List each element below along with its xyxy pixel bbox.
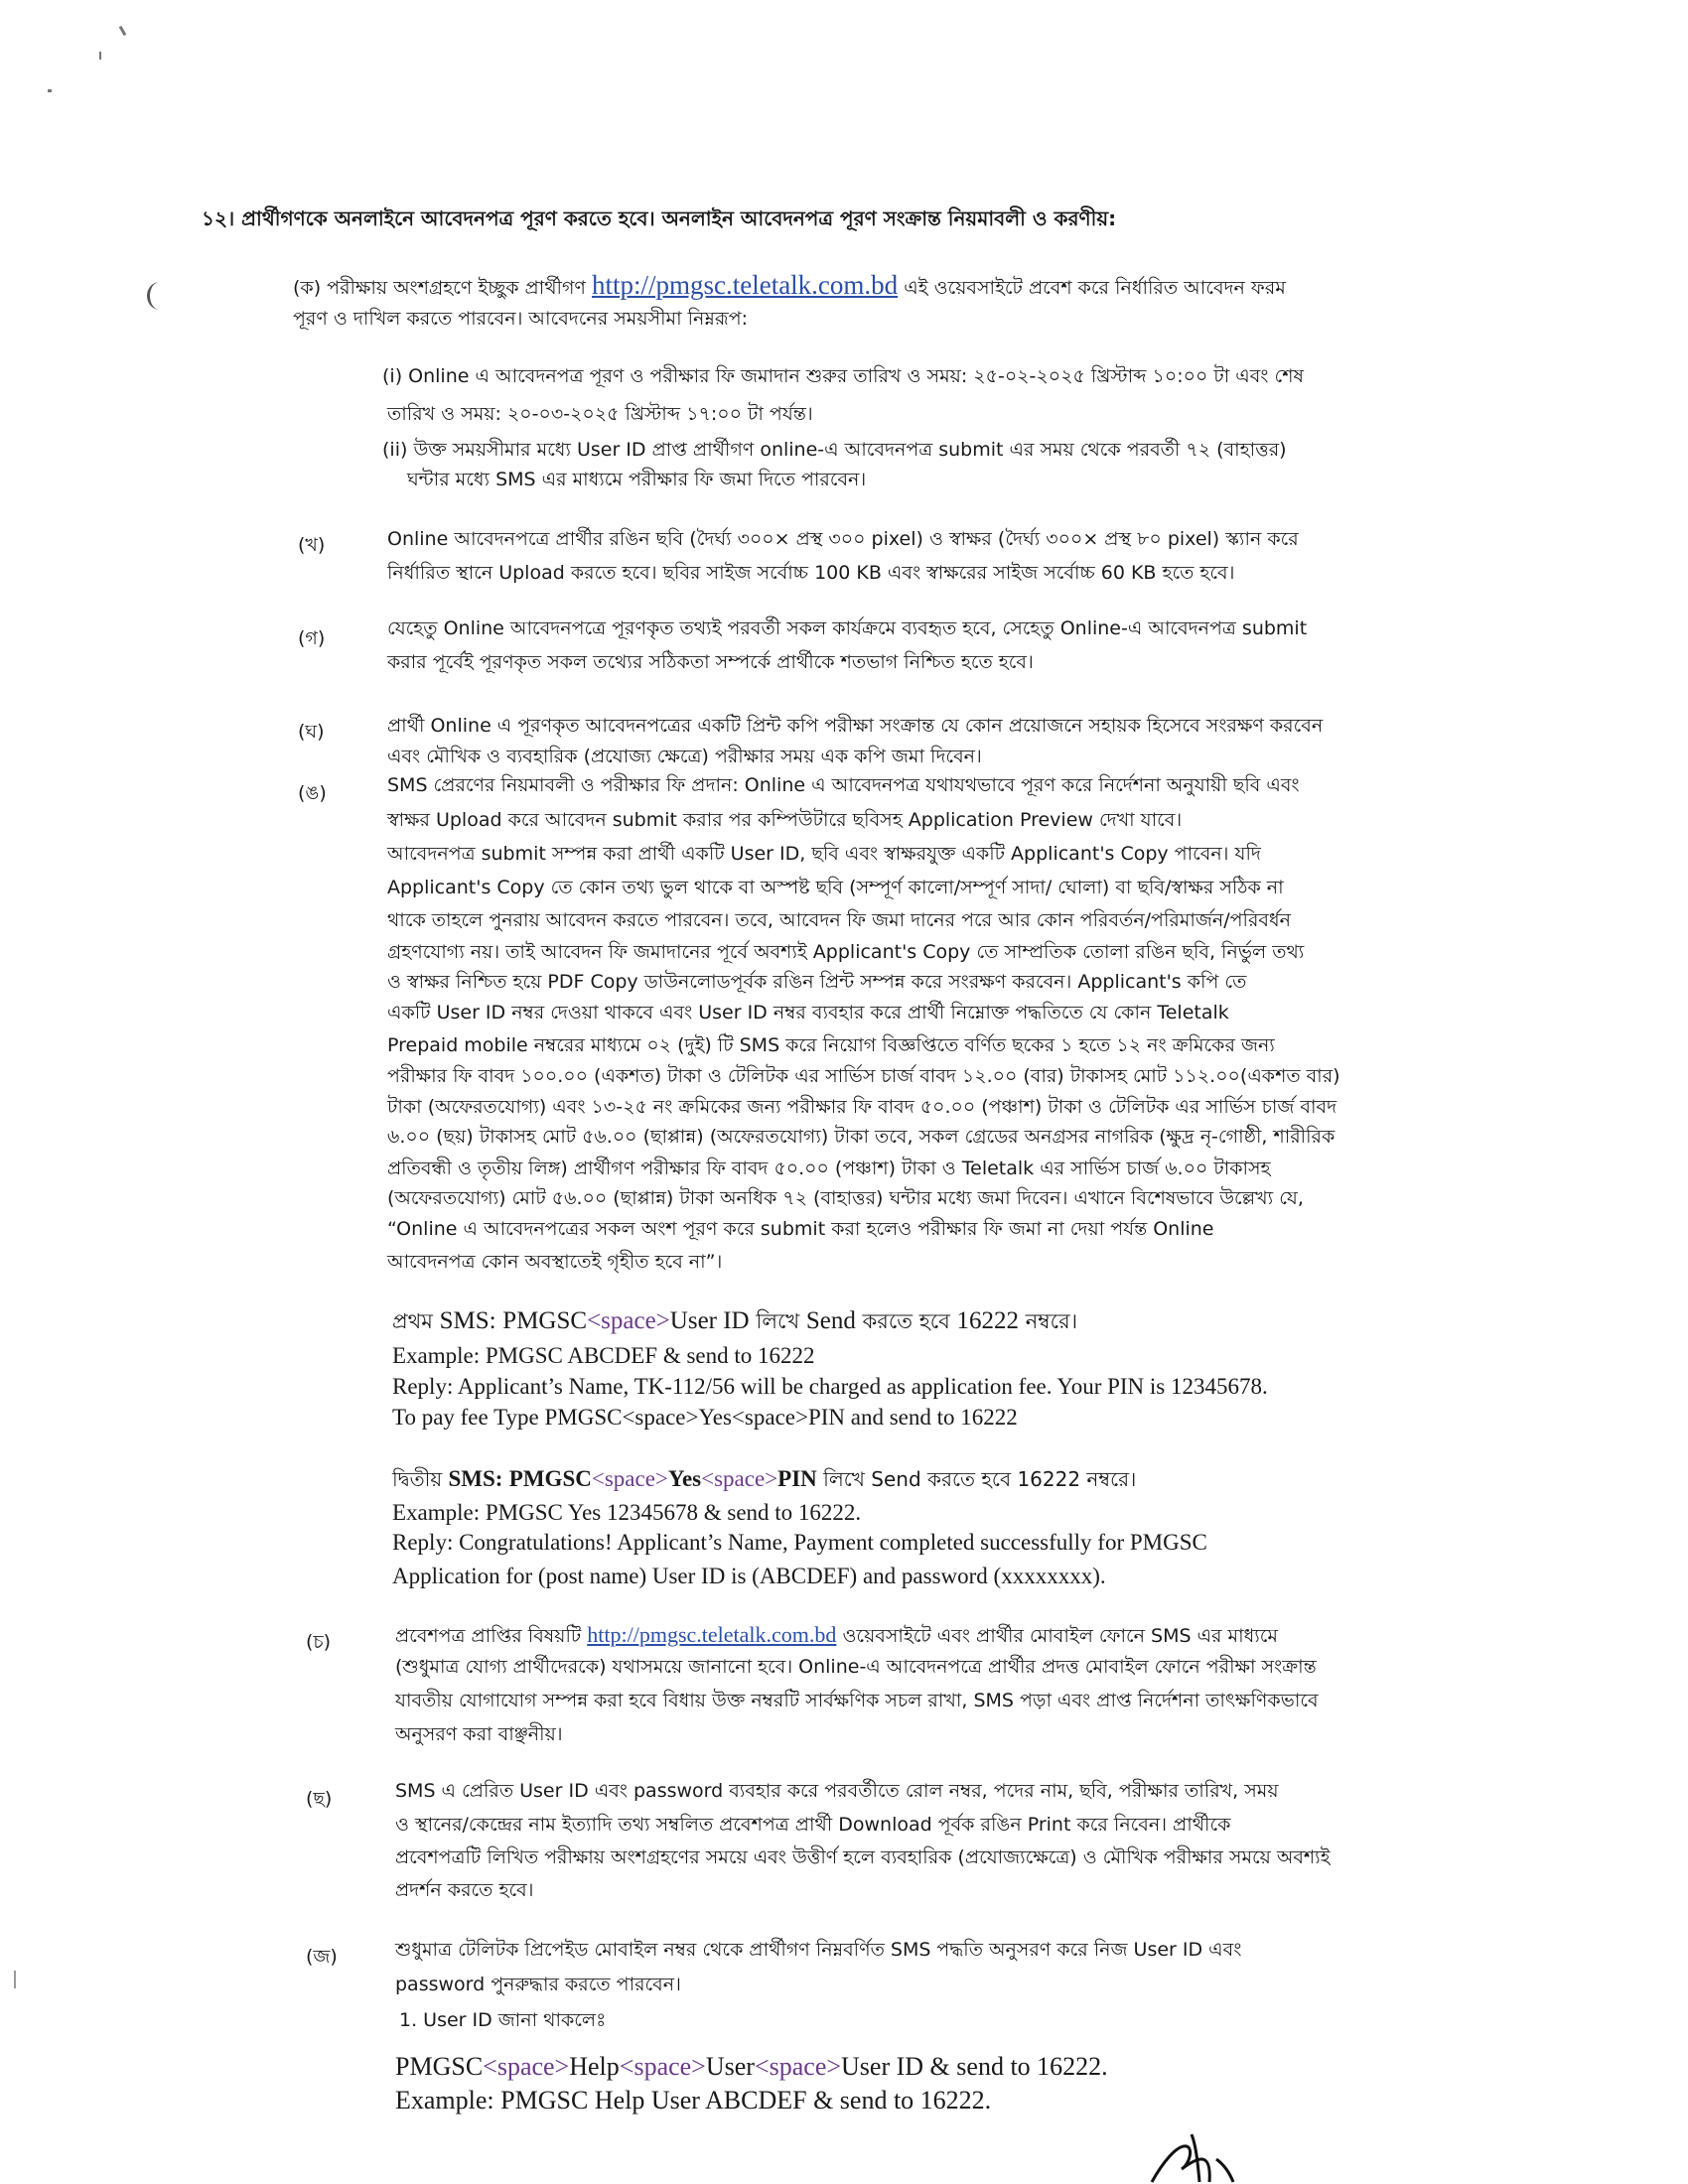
umo-line: গ্রহণযোগ্য নয়। তাই আবেদন ফি জমাদানের পূর্বে অবশ্যই Applicant's Copy তে সাম্প্রতিক তোলা রঙিন ছবি, নির্ভুল তথ্য xyxy=(387,941,1305,963)
umo-line: আবেদনপত্র submit সম্পন্ন করা প্রার্থী একটি User ID, ছবি এবং স্বাক্ষরযুক্ত একটি Applicant's Copy পাবেন। যদি xyxy=(387,843,1261,865)
ka-label: (ক) xyxy=(293,277,322,299)
umo-line: SMS প্রেরণের নিয়মাবলী ও পরীক্ষার ফি প্রদান: Online এ আবেদনপত্র যথাযথভাবে পূরণ করে নির্দেশনা অনুযায়ী ছবি এবং xyxy=(387,774,1300,796)
sms2-example: Example: PMGSC Yes 12345678 & send to 16222. xyxy=(392,1500,862,1525)
ja-label: (জ) xyxy=(306,1946,338,1968)
sms1-reply: Reply: Applicant’s Name, TK-112/56 will be charged as application fee. Your PIN is 12345678. xyxy=(392,1374,1268,1399)
space-placeholder: <space> xyxy=(701,1466,778,1491)
chha-line-3: প্রবেশপত্রটি লিখিত পরীক্ষায় অংশগ্রহণের সময়ে এবং উত্তীর্ণ হলে ব্যবহারিক (প্রযোজ্যক্ষেত্রে) ও মৌখিক পরীক্ষার সময়ে অবশ্যই xyxy=(395,1846,1331,1868)
ja-command: PMGSC<space>Help<space>User<space>User ID & send to 16222. xyxy=(395,2052,1108,2081)
umo-line: Prepaid mobile নম্বরের মাধ্যমে ০২ (দুই) টি SMS করে নিয়োগ বিজ্ঞপ্তিতে বর্ণিত ছকের ১ হতে ১২ নং ক্রমিকের জন্য xyxy=(387,1034,1275,1056)
scan-speck xyxy=(99,52,101,60)
signature xyxy=(1132,2124,1251,2184)
umo-line: পরীক্ষার ফি বাবদ ১০০.০০ (একশত) টাকা ও টেলিটক এর সার্ভিস চার্জ বাবদ ১২.০০ (বার) টাকাসহ মোট ১১২.০০(একশত বার) xyxy=(387,1065,1340,1087)
chha-line-1: SMS এ প্রেরিত User ID এবং password ব্যবহার করে পরবর্তীতে রোল নম্বর, পদের নাম, ছবি, পরীক্ষার তারিখ, সময় xyxy=(395,1780,1279,1802)
sms1-topay: To pay fee Type PMGSC<space>Yes<space>PIN and send to 16222 xyxy=(392,1405,1018,1430)
kha-line-2: নির্ধারিত স্থানে Upload করতে হবে। ছবির সাইজ সর্বোচ্চ 100 KB এবং স্বাক্ষরের সাইজ সর্বোচ্চ 60 KB হতে হবে। xyxy=(387,562,1235,584)
umo-line: (অফেরতযোগ্য) মোট ৫৬.০০ (ছাপ্পান্ন) টাকা অনধিক ৭২ (বাহাত্তর) ঘন্টার মধ্যে জমা দিবেন। এখানে বিশেষভাবে উল্লেখ্য যে, xyxy=(387,1187,1304,1209)
umo-line: ও স্বাক্ষর নিশ্চিত হয়ে PDF Copy ডাউনলোডপূর্বক রঙিন প্রিন্ট সম্পন্ন করে সংরক্ষণ করবেন। Applicant's কপি তে xyxy=(387,971,1247,993)
space-placeholder: <space> xyxy=(483,2052,570,2081)
sms1-example: Example: PMGSC ABCDEF & send to 16222 xyxy=(392,1343,815,1368)
ga-line-1: যেহেতু Online আবেদনপত্রে পূরণকৃত তথ্যই পরবর্তী সকল কার্যক্রমে ব্যবহৃত হবে, সেহেতু Online-এ আবেদনপত্র submit xyxy=(387,617,1308,639)
umo-line: টাকা (অফেরতযোগ্য) এবং ১৩-২৫ নং ক্রমিকের জন্য পরীক্ষার ফি বাবদ ৫০.০০ (পঞ্চাশ) টাকা ও টেলিটক এর সার্ভিস চার্জ বাবদ xyxy=(387,1096,1337,1118)
umo-line: ৬.০০ (ছয়) টাকাসহ মোট ৫৬.০০ (ছাপ্পান্ন) (অফেরতযোগ্য) টাকা তবে, সকল গ্রেডের অনগ্রসর নাগরিক (ক্ষুদ্র নৃ-গোষ্ঠী, শারীরিক xyxy=(387,1126,1336,1148)
sms1-line: প্রথম SMS: PMGSC<space>User ID লিখে Send করতে হবে 16222 নম্বরে। xyxy=(392,1307,1078,1334)
ja-item-1: 1. User ID জানা থাকলেঃ xyxy=(399,2009,607,2031)
ga-line-2: করার পূর্বেই পূরণকৃত সকল তথ্যের সঠিকতা সম্পর্কে প্রার্থীকে শতভাগ নিশ্চিত হতে হবে। xyxy=(387,651,1034,673)
umo-line: একটি User ID নম্বর দেওয়া থাকবে এবং User ID নম্বর ব্যবহার করে প্রার্থী নিম্নোক্ত পদ্ধতিতে যে কোন Teletalk xyxy=(387,1002,1229,1024)
ja-line-1: শুধুমাত্র টেলিটক প্রিপেইড মোবাইল নম্বর থেকে প্রার্থীগণ নিম্নবর্ণিত SMS পদ্ধতি অনুসরণ করে নিজ User ID এবং xyxy=(395,1939,1242,1961)
cha-line-3: যাবতীয় যোগাযোগ সম্পন্ন করা হবে বিধায় উক্ত নম্বরটি সার্বক্ষণিক সচল রাখা, SMS পড়া এবং প্রাপ্ত নির্দেশনা তাৎক্ষণিকভাবে xyxy=(395,1690,1319,1711)
section-heading xyxy=(202,208,1116,228)
ka-i-line-1: (i) Online এ আবেদনপত্র পূরণ ও পরীক্ষার ফি জমাদান শুরুর তারিখ ও সময়: ২৫-০২-২০২৫ খ্রিস্টাব্দ ১০:০০ টা এবং শেষ xyxy=(382,365,1304,387)
chha-line-2: ও স্থানের/কেন্দ্রের নাম ইত্যাদি তথ্য সম্বলিত প্রবেশপত্র প্রার্থী Download পূর্বক রঙিন Print করে নিবেন। প্রার্থীকে xyxy=(395,1814,1231,1836)
section-title: প্রার্থীগণকে অনলাইনে আবেদনপত্র পূরণ করতে হবে। অনলাইন আবেদনপত্র পূরণ সংক্রান্ত নিয়মাবলী ও করণীয়: xyxy=(241,206,1117,230)
umo-label: (ঙ) xyxy=(298,782,327,804)
ka-line-2: পূরণ ও দাখিল করতে পারবেন। আবেদনের সময়সীমা নিম্নরূপ: xyxy=(293,308,749,330)
umo-line: স্বাক্ষর Upload করে আবেদন submit করার পর কম্পিউটারে ছবিসহ Application Preview দেখা যাবে। xyxy=(387,809,1183,831)
space-placeholder: <space> xyxy=(587,1307,670,1334)
gha-label: (ঘ) xyxy=(298,721,325,743)
scan-speck xyxy=(119,26,127,36)
space-placeholder: <space> xyxy=(619,2052,706,2081)
space-placeholder: <space> xyxy=(591,1466,668,1491)
gha-line-1: প্রার্থী Online এ পূরণকৃত আবেদনপত্রের একটি প্রিন্ট কপি পরীক্ষা সংক্রান্ত যে কোন প্রয়োজনে সহায়ক হিসেবে সংরক্ষণ করবেন xyxy=(387,715,1324,737)
sms2-reply-1: Reply: Congratulations! Applicant’s Name, Payment completed successfully for PMGSC xyxy=(392,1530,1207,1555)
space-placeholder: <space> xyxy=(754,2052,842,2081)
ka-line-1: (ক) পরীক্ষায় অংশগ্রহণে ইচ্ছুক প্রার্থীগণ http://pmgsc.teletalk.com.bd এই ওয়েবসাইটে প্রবেশ করে নির্ধারিত আবেদন ফরম xyxy=(293,270,1286,300)
kha-line-1: Online আবেদনপত্রে প্রার্থীর রঙিন ছবি (দৈর্ঘ্য ৩০০× প্রস্থ ৩০০ pixel) ও স্বাক্ষর (দৈর্ঘ্য ৩০০× প্রস্থ ৮০ pixel) স্ক্যান করে xyxy=(387,528,1299,550)
cha-line-1: প্রবেশপত্র প্রাপ্তির বিষয়টি http://pmgsc.teletalk.com.bd ওয়েবসাইটে এবং প্রার্থীর মোবাইল ফোনে SMS এর মাধ্যমে xyxy=(395,1622,1278,1647)
ka-ii-label: (ii) xyxy=(382,439,408,461)
gha-line-2: এবং মৌখিক ও ব্যবহারিক (প্রযোজ্য ক্ষেত্রে) পরীক্ষার সময় এক কপি জমা দিবেন। xyxy=(387,746,982,767)
ja-line-2: password পুনরুদ্ধার করতে পারবেন। xyxy=(395,1974,681,1995)
section-number: ১২। xyxy=(202,206,235,230)
umo-line: আবেদনপত্র কোন অবস্থাতেই গৃহীত হবে না”। xyxy=(387,1251,723,1273)
kha-label: (খ) xyxy=(298,534,326,556)
ga-label: (গ) xyxy=(298,627,326,649)
umo-line: থাকে তাহলে পুনরায় আবেদন করতে পারবেন। তবে, আবেদন ফি জমা দানের পরে আর কোন পরিবর্তন/পরিমার্জন/পরিবর্ধন xyxy=(387,909,1291,931)
ka-ii-line-2: ঘন্টার মধ্যে SMS এর মাধ্যমে পরীক্ষার ফি জমা দিতে পারবেন। xyxy=(407,469,867,490)
ka-i-line-2: তারিখ ও সময়: ২০-০৩-২০২৫ খ্রিস্টাব্দ ১৭:০০ টা পর্যন্ত। xyxy=(387,403,813,425)
scan-speck xyxy=(48,89,52,92)
website-link[interactable]: http://pmgsc.teletalk.com.bd xyxy=(587,1622,837,1647)
chha-line-4: প্রদর্শন করতে হবে। xyxy=(395,1879,534,1901)
ka-ii-line-1: (ii) উক্ত সময়সীমার মধ্যে User ID প্রাপ্ত প্রার্থীগণ online-এ আবেদনপত্র submit এর সময় থেকে পরবর্তী ৭২ (বাহাত্তর) xyxy=(382,439,1287,461)
scan-speck xyxy=(14,1971,16,1988)
cha-label: (চ) xyxy=(306,1631,332,1653)
chha-label: (ছ) xyxy=(306,1788,333,1810)
website-link[interactable]: http://pmgsc.teletalk.com.bd xyxy=(591,270,899,300)
cha-line-2: (শুধুমাত্র যোগ্য প্রার্থীদেরকে) যথাসময়ে জানানো হবে। Online-এ আবেদনপত্রে প্রার্থীর প্রদত্ত মোবাইল ফোনে পরীক্ষা সংক্রান্ত xyxy=(395,1656,1317,1678)
margin-mark xyxy=(147,282,172,310)
sms2-reply-2: Application for (post name) User ID is (ABCDEF) and password (xxxxxxxx). xyxy=(392,1564,1106,1588)
umo-line: Applicant's Copy তে কোন তথ্য ভুল থাকে বা অস্পষ্ট ছবি (সম্পূর্ণ কালো/সম্পূর্ণ সাদা/ ঘোলা) বা ছবি/স্বাক্ষর সঠিক না xyxy=(387,877,1284,898)
sms2-line: দ্বিতীয় SMS: PMGSC<space>Yes<space>PIN লিখে Send করতে হবে 16222 নম্বরে। xyxy=(392,1466,1137,1491)
umo-line: প্রতিবন্ধী ও তৃতীয় লিঙ্গ) প্রার্থীগণ পরীক্ষার ফি বাবদ ৫০.০০ (পঞ্চাশ) টাকা ও Teletalk এর সার্ভিস চার্জ ৬.০০ টাকাসহ xyxy=(387,1158,1271,1179)
umo-line: “Online এ আবেদনপত্রের সকল অংশ পূরণ করে submit করা হলেও পরীক্ষার ফি জমা না দেয়া পর্যন্ত Online xyxy=(387,1218,1214,1240)
ja-example: Example: PMGSC Help User ABCDEF & send to 16222. xyxy=(395,2086,992,2115)
cha-line-4: অনুসরণ করা বাঞ্ছনীয়। xyxy=(395,1723,563,1745)
ka-i-label: (i) xyxy=(382,365,403,387)
